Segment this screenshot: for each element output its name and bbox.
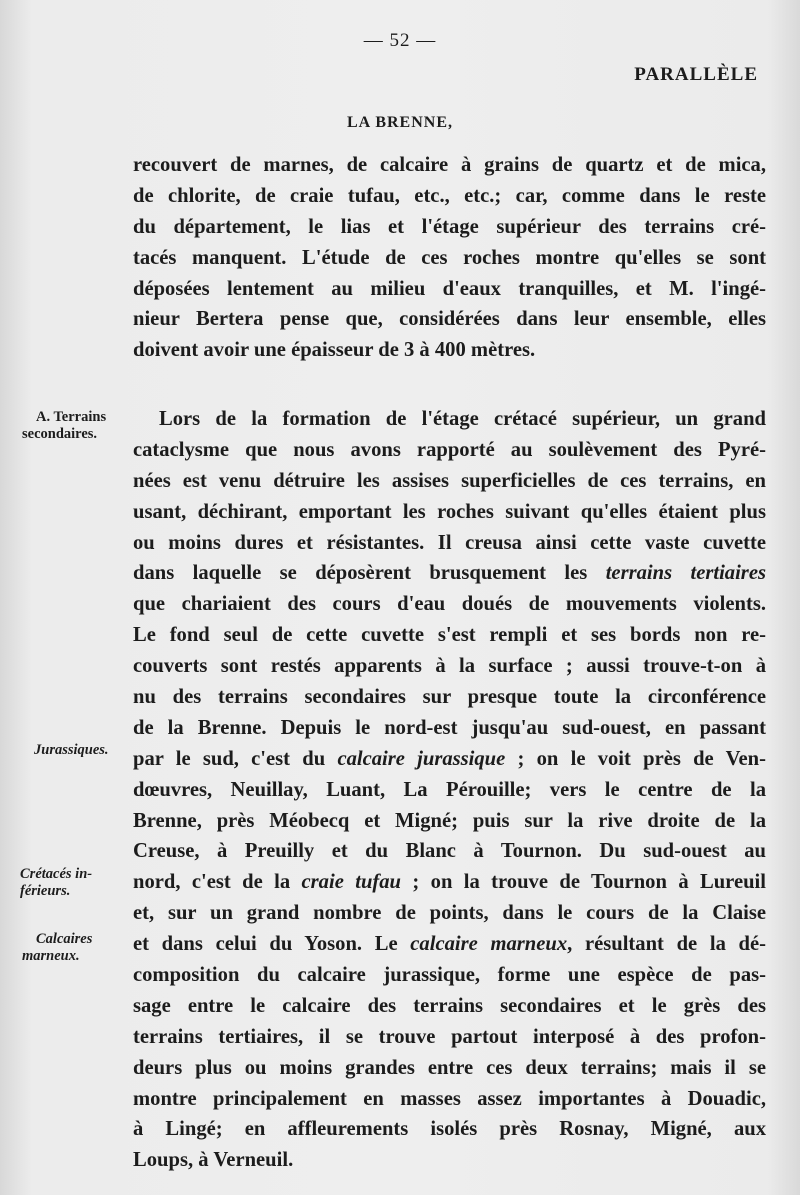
text-line: usant, déchirant, emportant les roches suivant qu'elles étaient plus [133, 500, 766, 523]
text-line: Le fond seul de cette cuvette s'est rempli et ses bords non re- [133, 624, 766, 647]
text-line [133, 558, 766, 589]
text-line: nées est venu détruire les assises superficielles de ces terrains, en [133, 469, 766, 492]
text-line: et, sur un grand nombre de points, dans le cours de la Claise [133, 902, 766, 925]
text-line: à Lingé; en affleurements isolés près Rosnay, Migné, aux [133, 1118, 766, 1141]
text-line: Brenne, près Méobecq et Migné; puis sur la rive droite de la [133, 809, 766, 832]
text-line: de chlorite, de craie tufau, etc., etc.; car, comme dans le reste [133, 184, 766, 207]
text-line: tacés manquent. L'étude de ces roches montre qu'elles se sont [133, 246, 766, 269]
text-run: ; on la trouve de Tournon à Lureuil [401, 871, 766, 894]
text-run: , résultant de la dé- [567, 933, 766, 956]
text-line: Creuse, à Preuilly et du Blanc à Tournon. Du sud-ouest au [133, 840, 766, 863]
text-line: que chariaient des cours d'eau doués de mouvements violents. [133, 593, 766, 616]
text-line: du département, le lias et l'étage supérieur des terrains cré- [133, 215, 766, 238]
text-line: doivent avoir une épaisseur de 3 à 400 mètres. [133, 339, 536, 362]
text-line [133, 929, 766, 960]
text-run: par le sud, c'est du [133, 747, 338, 770]
paragraph-1 [133, 150, 766, 366]
text-line: composition du calcaire jurassique, forme une espèce de pas- [133, 964, 766, 987]
italic-term: terrains tertiaires [605, 562, 766, 585]
text-line: Loups, à Verneuil. [133, 1149, 294, 1172]
margin-note-line: férieurs. [20, 883, 71, 899]
margin-note-line: Calcaires [36, 931, 93, 947]
text-line [133, 867, 766, 898]
text-line: sage entre le calcaire des terrains secondaires et le grès des [133, 994, 766, 1017]
text-line: ou moins dures et résistantes. Il creusa ainsi cette vaste cuvette [133, 531, 766, 554]
text-line: nu des terrains secondaires sur presque toute la circonférence [133, 686, 766, 709]
running-head-right: PARALLÈLE [634, 64, 758, 85]
margin-note-line: marneux. [22, 948, 80, 964]
text-run: dans laquelle se déposèrent brusquement les [133, 562, 606, 585]
text-line: deurs plus ou moins grandes entre ces deux terrains; mais il se [133, 1056, 766, 1079]
text-line: déposées lentement au milieu d'eaux tranquilles, et M. l'ingé- [133, 277, 766, 300]
text-line: nieur Bertera pense que, considérées dans leur ensemble, elles [133, 308, 766, 331]
text-line: de la Brenne. Depuis le nord-est jusqu'au sud-ouest, en passant [133, 716, 766, 739]
margin-note-line: Crétacés in- [20, 866, 93, 882]
margin-note-line: secondaires. [22, 426, 98, 442]
text-line: montre principalement en masses assez importantes à Douadic, [133, 1087, 766, 1110]
text-line: Lors de la formation de l'étage crétacé supérieur, un grand [159, 408, 766, 430]
italic-term: calcaire marneux [410, 933, 568, 956]
text-line: dœuvres, Neuillay, Luant, La Pérouille; vers le centre de la [133, 778, 766, 801]
paragraph-2 [133, 404, 766, 1176]
text-line: couverts sont restés apparents à la surface ; aussi trouve-t-on à [133, 655, 766, 678]
italic-term: craie tufau [301, 871, 402, 894]
running-head-center: LA BRENNE, [346, 114, 454, 131]
page-number: — 52 — [363, 30, 437, 51]
text-run: nord, c'est de la [133, 871, 302, 894]
margin-note-terrains-secondaires [22, 409, 107, 443]
text-line: recouvert de marnes, de calcaire à grains de quartz et de mica, [133, 154, 766, 176]
text-run: et dans celui du Yoson. Le [133, 933, 411, 956]
text-line [133, 744, 766, 775]
text-line: cataclysme que nous avons rapporté au soulèvement des Pyré- [133, 438, 766, 461]
margin-note-cretaces-inferieurs [20, 866, 92, 900]
italic-term: calcaire jurassique [337, 747, 506, 770]
text-line: terrains tertiaires, il se trouve partout interposé à des profon- [133, 1025, 766, 1048]
margin-note-calcaires-marneux [22, 931, 92, 965]
margin-note-jurassiques: Jurassiques. [34, 742, 109, 758]
text-run: ; on le voit près de Ven- [505, 747, 766, 770]
margin-note-line: A. Terrains [36, 409, 107, 425]
